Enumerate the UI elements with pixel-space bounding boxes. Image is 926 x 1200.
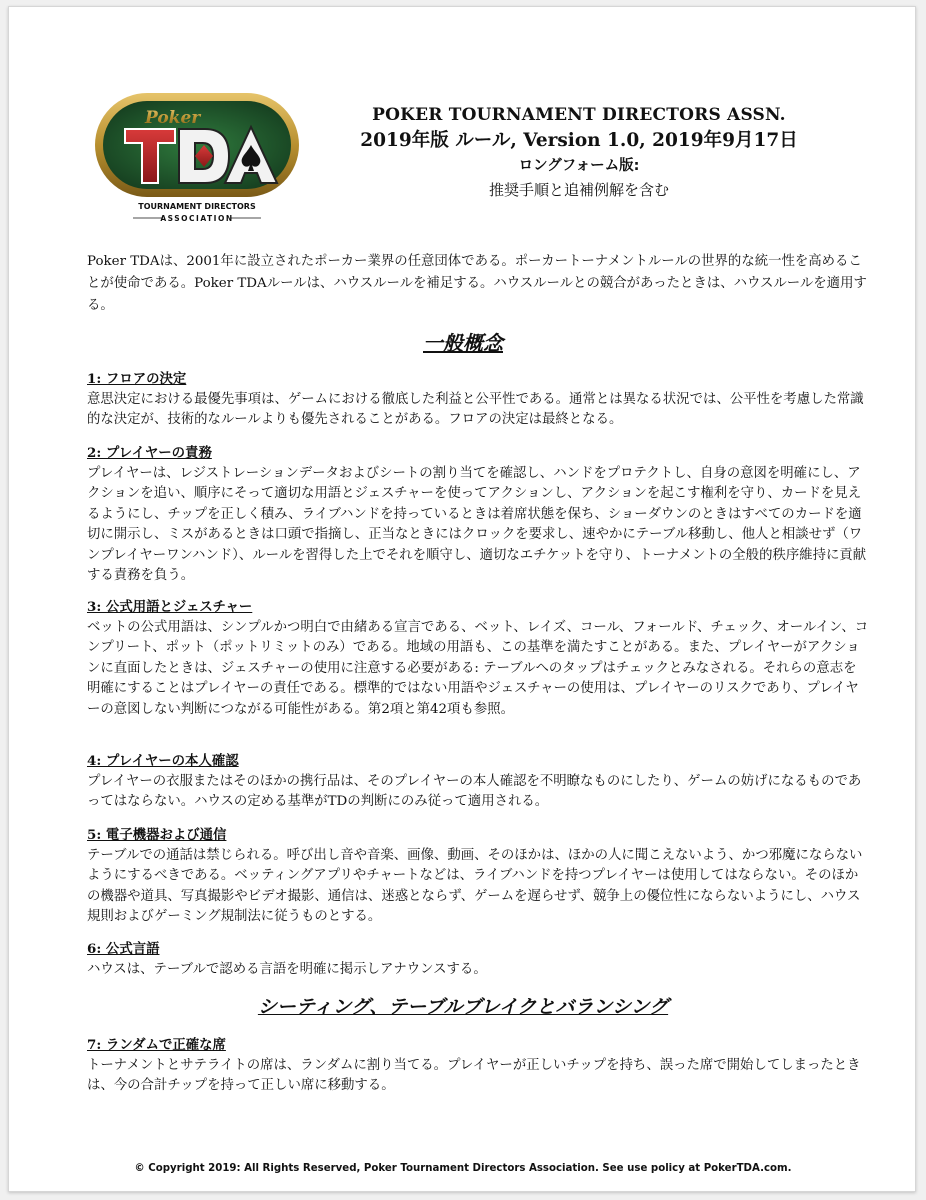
rule-title: 1: フロアの決定	[87, 371, 187, 387]
rule-1	[87, 369, 869, 431]
logo-line1: TOURNAMENT DIRECTORS	[138, 202, 256, 211]
logo-graphic	[89, 87, 305, 227]
subtitle: 推奨手順と追補例解を含む	[488, 181, 669, 199]
rule-title: 3: 公式用語とジェスチャー	[87, 599, 253, 615]
rule-7	[87, 1035, 869, 1097]
rule-4	[87, 751, 869, 813]
intro-paragraph: Poker TDAは、2001年に設立されたポーカー業界の任意団体である。ポーカートーナメントルールの世界的な統一性を高めることが使命である。Poker TDAルールは、ハウスルールを補足する。ハウスルールとの競合があったときは、ハウスルールを適用する。	[87, 254, 867, 313]
document-page	[8, 6, 916, 1192]
rule-title: 7: ランダムで正確な席	[87, 1037, 226, 1053]
rule-2	[87, 443, 869, 587]
org-title: POKER TOURNAMENT DIRECTORS ASSN.	[372, 105, 786, 125]
rule-title: 2: プレイヤーの責務	[87, 445, 212, 461]
copyright-footer: © Copyright 2019: All Rights Reserved, Poker Tournament Directors Association. See use policy at PokerTDA.com.	[134, 1163, 792, 1174]
rule-body: 意思決定における最優先事項は、ゲームにおける徹底した利益と公平性である。通常とは異なる状況では、公平性を考慮した常識的な決定が、技術的なルールよりも優先されることがある。フロアの決定は最終となる。	[87, 391, 864, 427]
rule-title: 6: 公式言語	[87, 941, 160, 957]
poker-tda-logo	[89, 87, 305, 227]
edition-title: 2019年版 ルール, Version 1.0, 2019年9月17日	[360, 130, 798, 151]
rule-6	[87, 939, 869, 980]
section-title-seating: シーティング、テーブルブレイクとバランシング	[257, 996, 669, 1018]
logo-poker-text: Poker	[145, 108, 201, 128]
rule-5	[87, 825, 869, 928]
logo-line2: ASSOCIATION	[160, 214, 234, 223]
rule-body: トーナメントとサテライトの席は、ランダムに割り当てる。プレイヤーが正しいチップを持ち、誤った席で開始してしまったときは、今の合計チップを持って正しい席に移動する。	[87, 1057, 861, 1093]
rule-body: プレイヤーは、レジストレーションデータおよびシートの割り当てを確認し、ハンドをプロテクトし、自身の意図を明確にし、アクションを追い、順序にそって適切な用語とジェスチャーを使ってアクションし、アクションを起こす権利を守り、カードを見えるようにし、チップを正しく積み、ライブハンドを持っているときは着席状態を保ち、ショーダウンのときはすべてのカードを適切に開示し、ミスがあるときは口頭で指摘し、正当なときにはクロックを要求し、速やかにテーブル移動し、他人と相談せず（ワンプレイヤーワンハンド）、ルールを習得した上でそれを順守し、適切なエチケットを守り、トーナメントの全般的秩序維持に貢献する責務を負う。	[87, 465, 867, 583]
rule-body: ベットの公式用語は、シンプルかつ明白で由緒ある宣言である、ベット、レイズ、コール、フォールド、チェック、オールイン、コンプリート、ポット（ポットリミットのみ）である。地域の用語も、この基準を満たすことがある。また、プレイヤーがアクションに直面したときは、ジェスチャーの使用に注意する必要がある: テーブルへのタップはチェックとみなされる。それらの意志を明確にすることはプレイヤーの責任である。標準的ではない用語やジェスチャーの使用は、プレイヤーのリスクであり、プレイヤーの意図しない判断につながる可能性がある。第2項と第42項も参照。	[87, 619, 869, 717]
rule-body: ハウスは、テーブルで認める言語を明確に掲示しアナウンスする。	[87, 961, 487, 977]
document-header	[339, 102, 819, 202]
version-type: ロングフォーム版:	[518, 158, 640, 174]
rule-body: テーブルでの通話は禁じられる。呼び出し音や音楽、画像、動画、そのほかは、ほかの人に聞こえないよう、かつ邪魔にならないようにするべきである。ベッティングアプリやチャートなどは、ライブハンドを持つプレイヤーは使用してはならない。そのほかの機器や道具、写真撮影やビデオ撮影、通信は、迷惑とならず、ゲームを遅らせず、競争上の優位性にならないようにし、ハウス規則およびゲーミング規制法に従うものとする。	[87, 847, 863, 924]
section-title-general: 一般概念	[423, 331, 503, 355]
rule-body: プレイヤーの衣服またはそのほかの携行品は、そのプレイヤーの本人確認を不明瞭なものにしたり、ゲームの妨げになるものであってはならない。ハウスの定める基準がTDの判断にのみ従って適用される。	[87, 773, 862, 809]
rule-title: 4: プレイヤーの本人確認	[87, 753, 239, 769]
rule-3	[87, 597, 869, 720]
rule-title: 5: 電子機器および通信	[87, 827, 227, 843]
